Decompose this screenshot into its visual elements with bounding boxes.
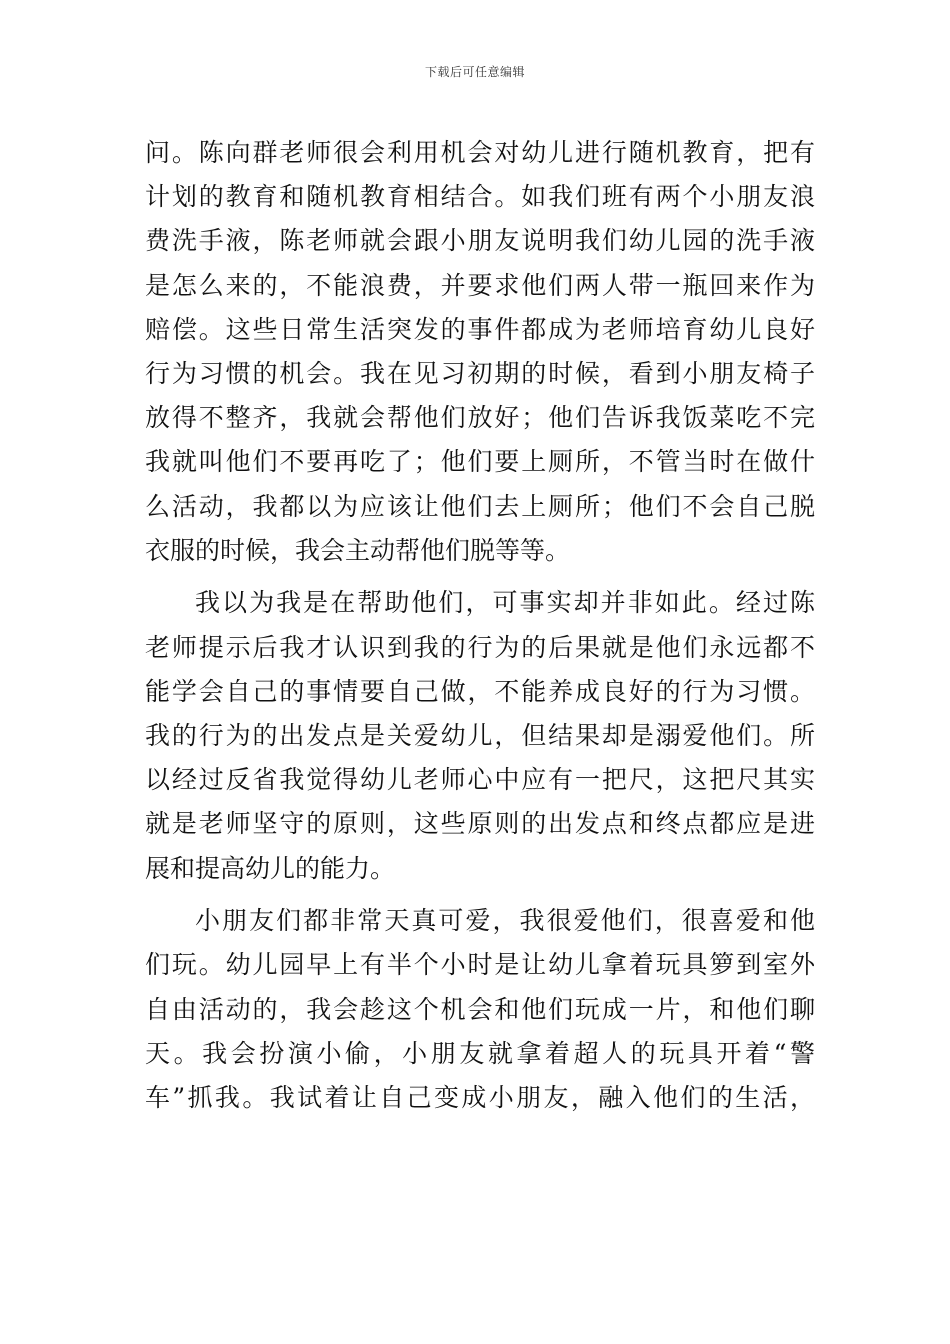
text-line: 们玩。幼儿园早上有半个小时是让幼儿拿着玩具箩到室外: [145, 950, 815, 980]
text-line: 费洗手液，陈老师就会跟小朋友说明我们幼儿园的洗手液: [145, 226, 815, 256]
paragraph-1: [145, 131, 815, 573]
text-line: 小朋友们都非常天真可爱，我很爱他们，很喜爱和他: [195, 906, 815, 936]
text-line: 我就叫他们不要再吃了；他们要上厕所，不管当时在做什: [145, 447, 815, 477]
text-line: 天。我会扮演小偷，小朋友就拿着超人的玩具开着“警: [145, 1038, 815, 1068]
text-line: 自由活动的，我会趁这个机会和他们玩成一片，和他们聊: [145, 994, 815, 1024]
text-line: 车”抓我。我试着让自己变成小朋友，融入他们的生活，: [145, 1082, 815, 1112]
text-line: 行为习惯的机会。我在见习初期的时候，看到小朋友椅子: [145, 358, 815, 388]
text-line: 展和提高幼儿的能力。: [145, 853, 396, 883]
text-line: 衣服的时候，我会主动帮他们脱等等。: [145, 535, 571, 565]
paragraph-3: [145, 899, 815, 1120]
text-line: 就是老师坚守的原则，这些原则的出发点和终点都应是进: [145, 809, 815, 839]
text-line: 我以为我是在帮助他们，可事实却并非如此。经过陈: [195, 588, 815, 618]
paragraph-2: [145, 581, 815, 890]
text-line: 计划的教育和随机教育相结合。如我们班有两个小朋友浪: [145, 182, 815, 212]
text-line: 老师提示后我才认识到我的行为的后果就是他们永远都不: [145, 632, 815, 662]
text-line: 问。陈向群老师很会利用机会对幼儿进行随机教育，把有: [145, 138, 815, 167]
text-line: 以经过反省我觉得幼儿老师心中应有一把尺，这把尺其实: [145, 765, 815, 795]
text-line: 放得不整齐，我就会帮他们放好；他们告诉我饭菜吃不完: [145, 403, 815, 433]
text-line: 赔偿。这些日常生活突发的事件都成为老师培育幼儿良好: [145, 314, 815, 344]
text-line: 么活动，我都以为应该让他们去上厕所；他们不会自己脱: [145, 491, 815, 521]
text-line: 我的行为的出发点是关爱幼儿，但结果却是溺爱他们。所: [145, 720, 815, 750]
text-line: 是怎么来的，不能浪费，并要求他们两人带一瓶回来作为: [145, 270, 815, 300]
body-text: [145, 131, 815, 1120]
text-line: 能学会自己的事情要自己做，不能养成良好的行为习惯。: [145, 676, 815, 706]
page-header: 下载后可任意编辑: [424, 65, 525, 79]
